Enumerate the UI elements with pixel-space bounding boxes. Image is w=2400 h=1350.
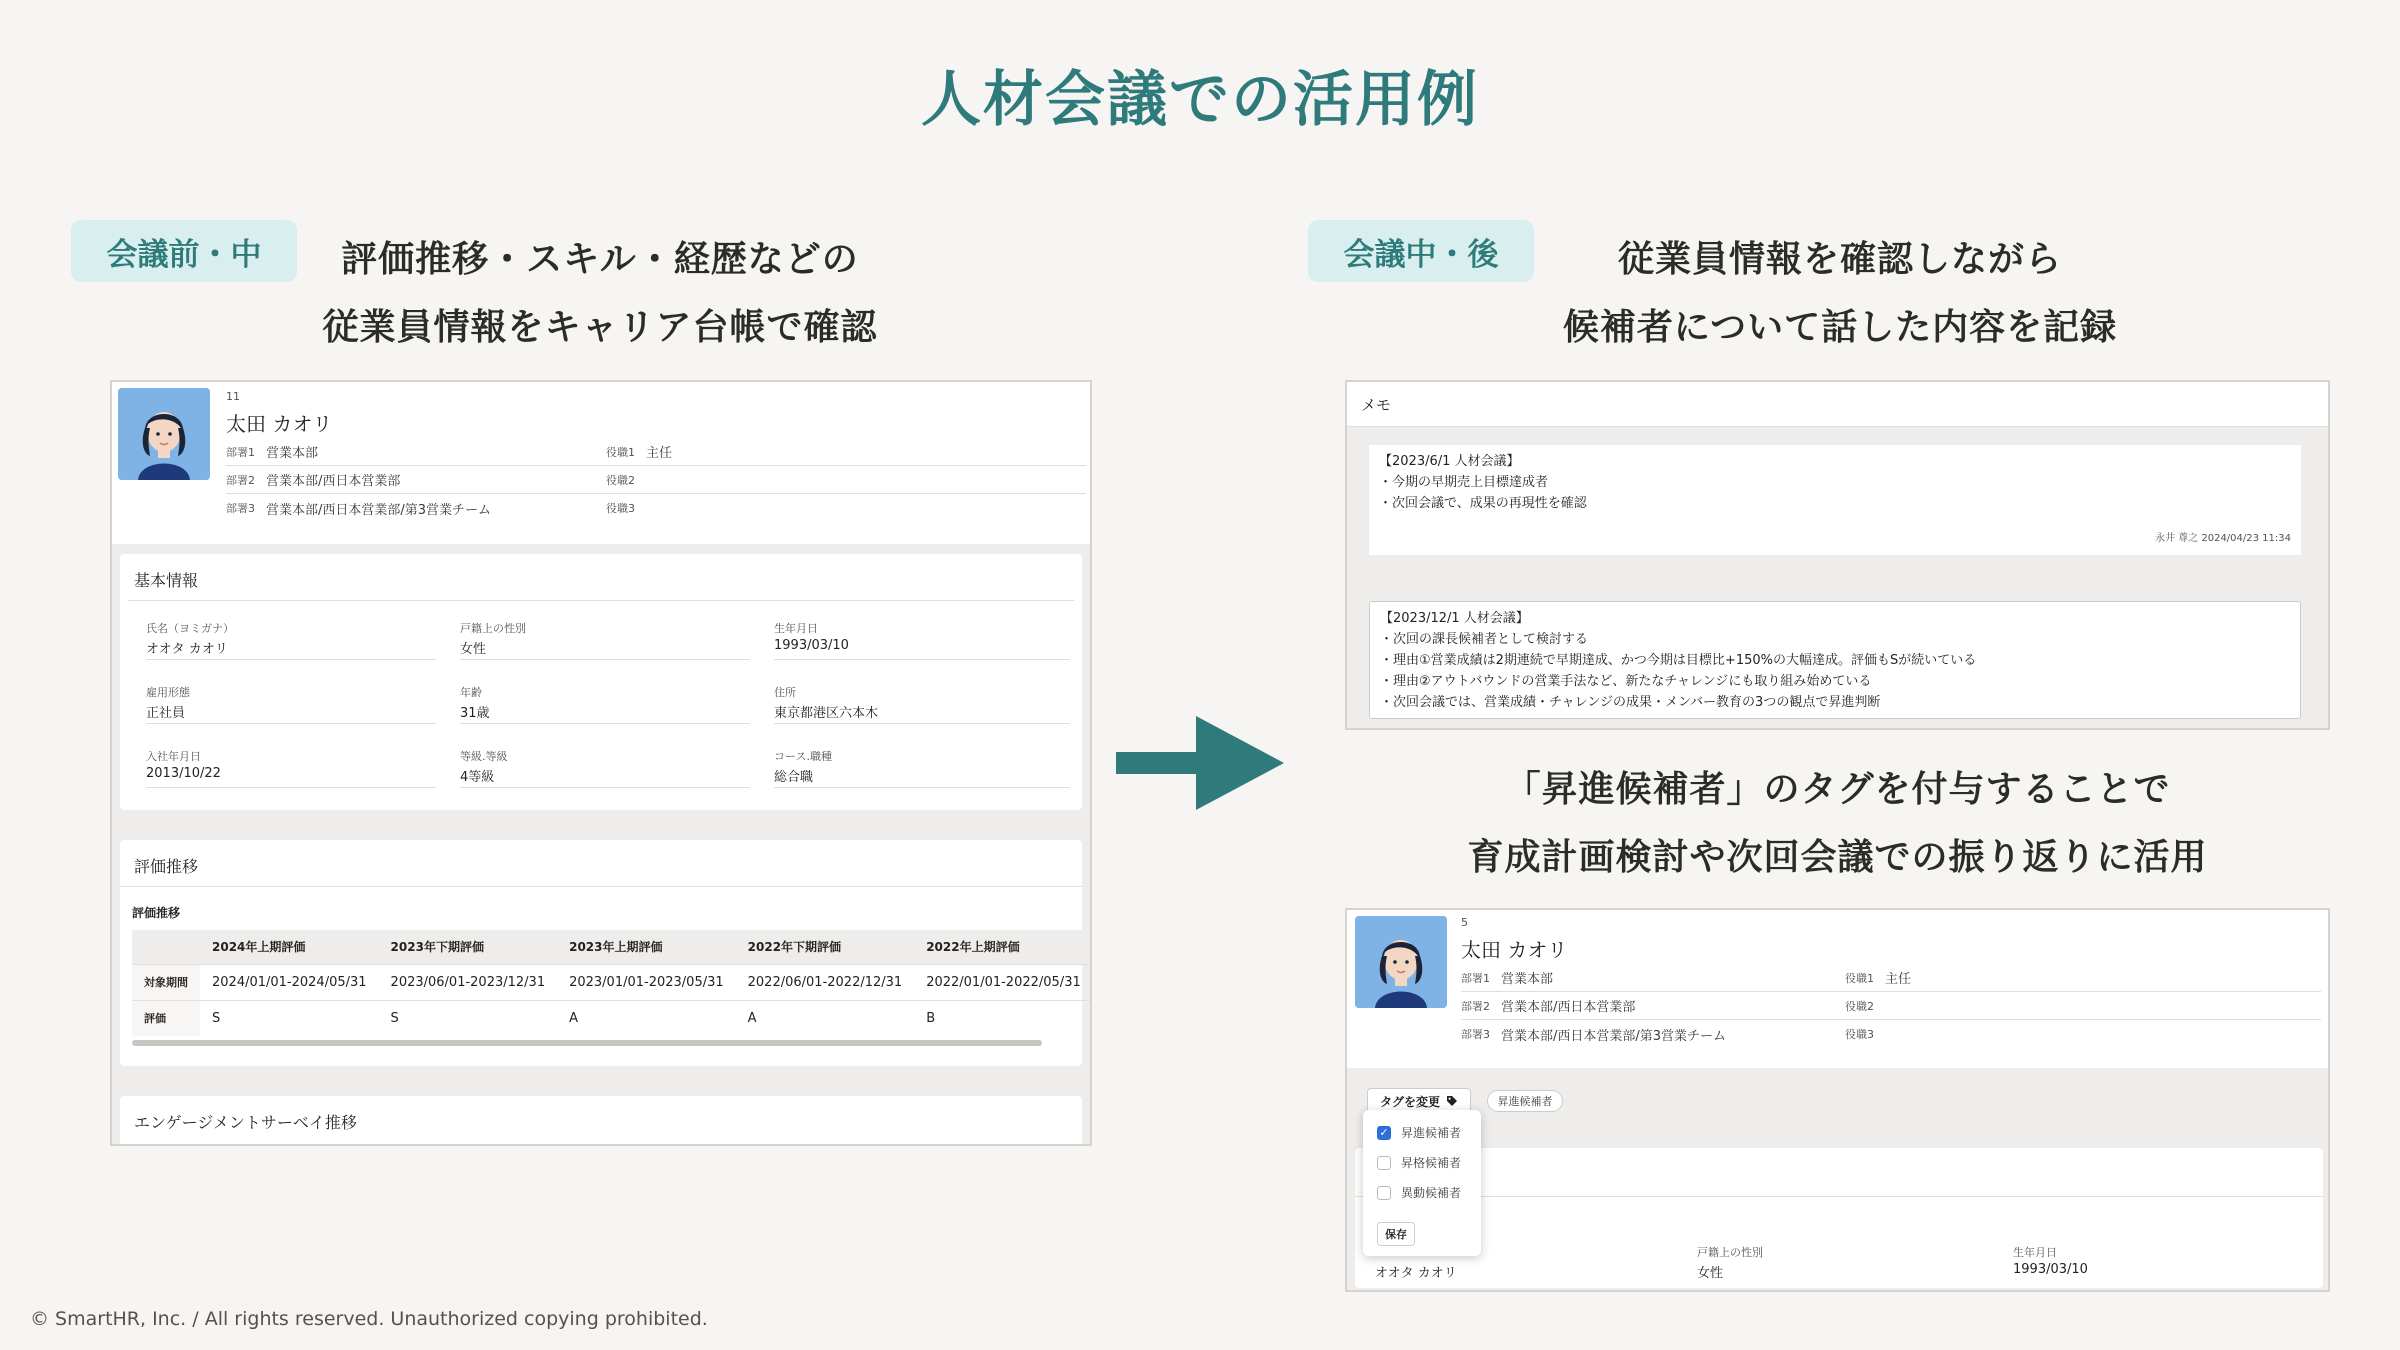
evaluation-title: 評価推移 (134, 857, 199, 876)
table-row: 評価 S S A A B (132, 1000, 1092, 1036)
dept1-value: 営業本部 (266, 446, 319, 461)
eval-col-header: 2022年下期評価 (736, 930, 915, 964)
field-gender: 戸籍上の性別 女性 (1697, 1246, 1763, 1281)
memo-body (1347, 427, 2330, 730)
person-icon (1355, 916, 1447, 1008)
arrow-right-icon (1116, 716, 1284, 810)
role1-value: 主任 (646, 446, 673, 461)
employee-name: 太田 カオリ (1461, 938, 1568, 962)
field-course: コース.職種 総合職 (774, 748, 1070, 788)
tag-area (1347, 1068, 2330, 1292)
field-hire-date: 入社年月日 2013/10/22 (146, 748, 436, 788)
memo-entry-2-textarea[interactable]: 【2023/12/1 人材会議】 ・次回の課長候補者として検討する ・理由①営業成績は2期連続で早期達成、かつ今期は目標比+150%の大幅達成。評価もSが続いている ・理由②アウトバウンドの営業手法など、新たなチャレンジにも取り組み始めている ・次回会議では、営業成績・チャレンジの成果・メンバー教育の3つの観点で昇進判断 (1369, 601, 2301, 719)
evaluation-card (120, 840, 1082, 1066)
tag-chip-promotion-candidate: 昇進候補者 (1487, 1090, 1563, 1112)
field-grade: 等級.等級 4等級 (460, 748, 750, 788)
right-heading2-line2: 育成計画検討や次回会議での振り返りに活用 (1467, 837, 2208, 878)
dept-row-2 (226, 466, 1086, 494)
right-heading-line1: 従業員情報を確認しながら (1617, 239, 2062, 280)
change-tag-button[interactable]: タグを変更 (1367, 1088, 1471, 1114)
dept3-value: 営業本部/西日本営業部/第3営業チーム (266, 502, 492, 518)
tag-dropdown (1363, 1110, 1481, 1256)
employee-name: 太田 カオリ (226, 412, 333, 436)
dept2-label: 部署2 (226, 473, 255, 487)
field-birthdate: 生年月日 1993/03/10 (2013, 1246, 2088, 1277)
basic-info-card (120, 554, 1082, 810)
role1-label: 役職1 (606, 445, 635, 459)
basic-info-card (1355, 1148, 2323, 1288)
field-gender: 戸籍上の性別 女性 (460, 620, 750, 660)
person-icon (118, 388, 210, 480)
field-yomigana: オオタ カオリ (1375, 1266, 1457, 1281)
tag-option-promotion[interactable]: ✓ 昇進候補者 (1377, 1124, 1461, 1141)
field-employment-type: 雇用形態 正社員 (146, 684, 436, 724)
employee-avatar (1355, 916, 1447, 1008)
left-heading-line2: 従業員情報をキャリア台帳で確認 (322, 307, 878, 348)
memo-entry-1-meta: 永井 尊之 2024/04/23 11:34 (2155, 533, 2291, 544)
checkbox-icon[interactable] (1377, 1156, 1391, 1170)
checkbox-icon[interactable] (1377, 1186, 1391, 1200)
career-ledger-panel (110, 380, 1092, 1146)
left-heading-line1: 評価推移・スキル・経歴などの (341, 239, 859, 280)
eval-col-header: 2022年上期評価 (914, 930, 1092, 964)
dept-row-2: 部署2 営業本部/西日本営業部 役職2 (1461, 992, 2321, 1020)
dept-row-3: 部署3 営業本部/西日本営業部/第3営業チーム 役職3 (1461, 1028, 1874, 1044)
engagement-card (120, 1096, 1082, 1146)
dept2-value: 営業本部/西日本営業部 (266, 474, 401, 489)
eval-col-header: 2023年上期評価 (557, 930, 736, 964)
field-yomigana: 氏名（ヨミガナ） オオタ カオリ (146, 620, 436, 660)
slide-title: 人材会議での活用例 (921, 65, 1479, 135)
copyright-footer: © SmartHR, Inc. / All rights reserved. Unauthorized copying prohibited. (30, 1308, 708, 1330)
eval-col-header: 2023年下期評価 (379, 930, 558, 964)
badge-before-during: 会議前・中 (71, 220, 297, 282)
role2-label: 役職2 (606, 473, 635, 487)
ledger-body (112, 544, 1092, 1146)
tag-option-grade-up[interactable]: 昇格候補者 (1377, 1154, 1461, 1171)
tag-icon (1446, 1095, 1458, 1107)
memo-panel (1345, 380, 2330, 730)
tag-profile-panel (1345, 908, 2330, 1292)
horizontal-scrollbar[interactable] (132, 1040, 1042, 1046)
save-button[interactable]: 保存 (1377, 1222, 1415, 1246)
field-address: 住所 東京都港区六本木 (774, 684, 1070, 724)
right-heading2-line1: 「昇進候補者」のタグを付与することで (1504, 769, 2171, 810)
basic-info-title: 基本情報 (134, 571, 199, 590)
tag-option-transfer[interactable]: 異動候補者 (1377, 1184, 1461, 1201)
evaluation-subtitle: 評価推移 (132, 906, 181, 920)
eval-col-header: 2024年上期評価 (200, 930, 379, 964)
field-age: 年齢 31歳 (460, 684, 750, 724)
field-birthdate: 生年月日 1993/03/10 (774, 620, 1070, 660)
engagement-title: エンゲージメントサーベイ推移 (134, 1113, 357, 1132)
employee-number: 5 (1461, 916, 1468, 929)
dept-row-1: 部署1 営業本部 役職1 主任 (1461, 964, 2321, 992)
right-heading-line2: 候補者について話した内容を記録 (1562, 307, 2118, 348)
dept-row-1 (226, 438, 1086, 466)
employee-number: 11 (226, 390, 240, 403)
table-row: 対象期間 2024/01/01-2024/05/31 2023/06/01-2023/12/31 2023/01/01-2023/05/31 2022/06/01-2022/12/31 2022/01/01-2022/05/31 (132, 964, 1092, 1000)
role3-label: 役職3 (606, 502, 635, 515)
employee-avatar (118, 388, 210, 480)
badge-during-after: 会議中・後 (1308, 220, 1534, 282)
dept-row-3 (226, 494, 1086, 522)
dept3-label: 部署3 (226, 502, 255, 515)
checkbox-checked-icon[interactable]: ✓ (1377, 1126, 1391, 1140)
evaluation-table (132, 930, 1092, 1036)
memo-entry-1: 【2023/6/1 人材会議】 ・今期の早期売上目標達成者 ・次回会議で、成果の再現性を確認 永井 尊之 2024/04/23 11:34 (1369, 445, 2301, 555)
dept1-label: 部署1 (226, 445, 255, 459)
memo-title: メモ (1361, 396, 1392, 414)
